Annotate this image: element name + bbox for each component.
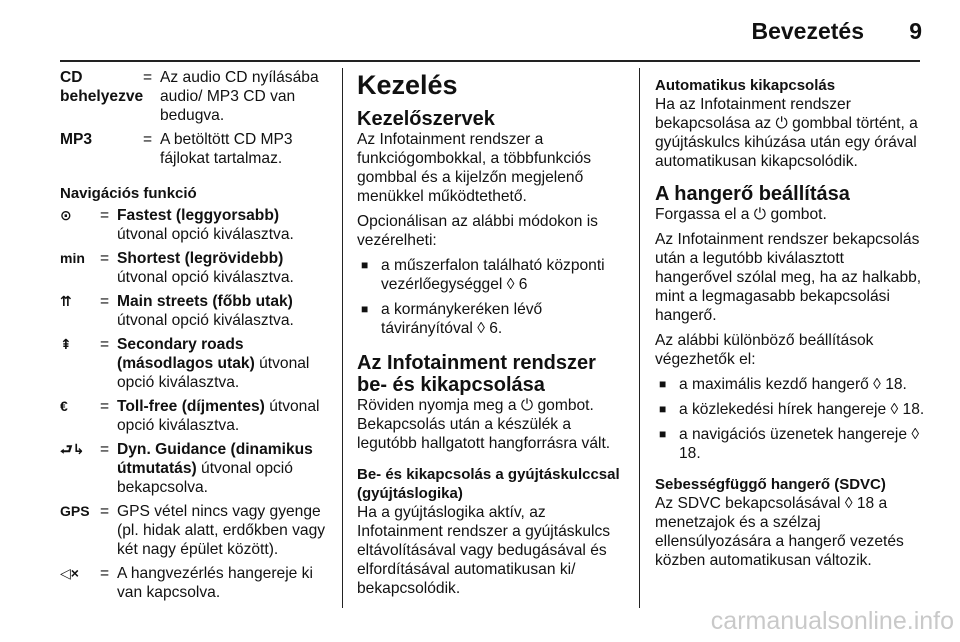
nav-option-row [60,440,332,497]
bullet-text: a maximális kezdő hangerő ◊ 18. [679,376,907,393]
bullet-marker: ■ [659,427,667,441]
definition-key: CD behelyezve [60,69,144,105]
section-title: Kezelés [357,70,458,100]
bullet-item [655,375,925,394]
nav-option-text: útvonal opció bekapcsolva. [117,460,293,496]
nav-option-name: Secondary roads (másodlagos utak) [117,336,255,372]
nav-option-text: A hangvezérlés hangereje ki van kapcsolva. [117,565,313,601]
nav-option-name: Dyn. Guidance (dinamikus útmutatás) [117,441,313,477]
bullet-marker: ■ [361,302,369,316]
nav-option-text: útvonal opció kiválasztva. [117,312,294,329]
nav-option-row [60,397,332,435]
definition-value: Az audio CD nyílásába audio/ MP3 CD van bedugva. [160,69,319,124]
subheading-volume: A hangerő beállítása [655,183,850,205]
subheading-ignition-logic: Be- és kikapcsolás a gyújtáskulccsal (gyújtáslogika) [357,466,620,502]
bullet-marker: ■ [361,258,369,272]
shortest-route-icon: min [60,250,85,266]
nav-option-name: Toll-free (díjmentes) [117,398,265,415]
nav-option-row [60,502,332,559]
nav-option-description [117,502,332,559]
definition-value: A betöltött CD MP3 fájlokat tartalmaz. [160,131,293,167]
paragraph: Az Infotainment rendszer bekapcsolás után a legutóbb kiválasztott hangerővel szólal meg, ha az halkabb, mint a legmagasabb bekapcsolási hangerő. [655,231,922,324]
paragraph: Az SDVC bekapcsolásával ◊ 18 a menetzajok és a szélzaj ellensúlyozására a hangerő vezetés közben automatikusan változik. [655,495,904,569]
page-header [0,0,960,60]
nav-option-description [117,206,332,244]
bullet-text: a navigációs üzenetek hangereje ◊ 18. [679,426,920,462]
nav-option-name: Fastest (leggyorsabb) [117,207,280,224]
column-divider-2 [639,68,640,608]
definition-key: MP3 [60,131,93,148]
muted-speaker-icon: ◁× [60,565,79,581]
subheading-sdvc: Sebességfüggő hangerő (SDVC) [655,476,886,493]
paragraph: Opcionálisan az alábbi módokon is vezérelheti: [357,213,598,249]
nav-option-name: Main streets (főbb utak) [117,293,293,310]
subheading-auto-off: Automatikus kikapcsolás [655,77,836,94]
main-streets-icon: ⇈ [60,293,72,309]
equals-sign: = [100,293,110,310]
equals-sign: = [100,398,110,415]
secondary-roads-icon: ⇞ [60,336,72,352]
nav-option-description [117,249,332,287]
nav-option-text: útvonal opció kiválasztva. [117,398,320,434]
nav-section-heading: Navigációs funkció [60,185,197,202]
equals-sign: = [143,131,153,148]
bullet-text: a műszerfalon található központi vezérlőegységgel ◊ 6 [381,257,605,293]
nav-option-description [117,440,332,497]
gps-off-icon: GPS [60,503,90,519]
paragraph: Az alábbi különböző beállítások végezhetők el: [655,332,874,368]
column-left [60,68,332,607]
equals-sign: = [100,336,110,353]
definition-row [60,130,332,168]
nav-option-row [60,335,332,392]
equals-sign: = [143,69,153,86]
watermark-text: carmanualsonline.info [710,607,954,635]
equals-sign: = [100,503,110,520]
nav-icon-list [60,206,332,602]
column-middle [357,68,625,604]
bullet-marker: ■ [659,402,667,416]
nav-option-text: útvonal opció kiválasztva. [117,269,294,286]
nav-option-description [117,335,332,392]
chapter-title: Bevezetés [751,18,864,44]
equals-sign: = [100,565,110,582]
page-number: 9 [909,18,922,44]
nav-option-description [117,397,332,435]
nav-option-row [60,292,332,330]
bullet-item [357,256,625,294]
paragraph: Forgassa el a ⏻ gombot. [655,206,827,223]
nav-option-row [60,249,332,287]
nav-option-text: GPS vétel nincs vagy gyenge (pl. hidak alatt, erdőkben vagy két nagy épület között). [117,503,326,558]
dynamic-guidance-icon: ⮐↳ [60,441,85,457]
nav-option-text: útvonal opció kiválasztva. [117,226,294,243]
bullet-text: a kormánykeréken lévő távirányítóval ◊ 6. [381,301,543,337]
column-right [655,68,925,576]
equals-sign: = [100,207,110,224]
bullet-item [357,300,625,338]
definition-row [60,68,332,125]
equals-sign: = [100,250,110,267]
nav-option-row [60,564,332,602]
toll-free-icon: € [60,398,68,414]
nav-option-description [117,564,332,602]
nav-option-row [60,206,332,244]
nav-option-text: útvonal opció kiválasztva. [117,355,310,391]
bullet-item [655,425,925,463]
equals-sign: = [100,441,110,458]
nav-option-name: Shortest (legrövidebb) [117,250,284,267]
bullet-marker: ■ [659,377,667,391]
nav-option-description [117,292,332,330]
paragraph: Ha a gyújtáslogika aktív, az Infotainment rendszer a gyújtáskulcs eltávolításával vagy bedugásával és elfordításával automatikusan ki/ bekapcsolódik. [357,504,611,597]
paragraph: Ha az Infotainment rendszer bekapcsolása az ⏻ gombbal történt, a gyújtáskulcs kihúzása után egy órával automatikusan kikapcsolódik. [655,96,918,170]
subheading-power: Az Infotainment rendszer be- és kikapcsolása [357,352,596,396]
bullet-item [655,400,925,419]
subheading-controls: Kezelőszervek [357,108,495,130]
column-divider-1 [342,68,343,608]
bullet-text: a közlekedési hírek hangereje ◊ 18. [679,401,925,418]
paragraph: Az Infotainment rendszer a funkciógombokkal, a többfunkciós gombbal és a kijelzőn megjelenő menükkel működtethető. [357,131,592,205]
paragraph: Röviden nyomja meg a ⏻ gombot. Bekapcsolás után a készülék a legutóbb hallgatott hangforrásra vált. [357,397,611,452]
fastest-route-icon: ⊙ [60,207,72,223]
header-rule [60,60,920,62]
